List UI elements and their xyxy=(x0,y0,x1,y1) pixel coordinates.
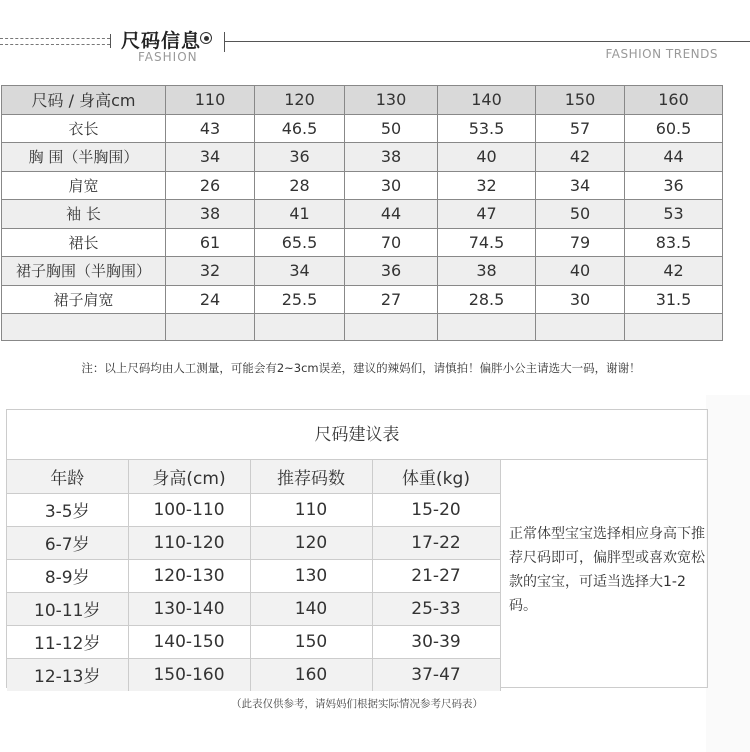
table-cell: 130 xyxy=(250,559,372,592)
table-cell: 34 xyxy=(536,171,625,200)
table-cell: 83.5 xyxy=(625,228,723,257)
empty-cell xyxy=(255,314,345,341)
row-label: 袖 长 xyxy=(2,200,166,229)
table-row xyxy=(7,592,500,625)
empty-cell xyxy=(438,314,536,341)
bullet-circle-icon xyxy=(200,32,212,44)
table-cell: 100-110 xyxy=(128,493,250,526)
size-header: 150 xyxy=(536,86,625,115)
empty-cell xyxy=(536,314,625,341)
table-cell: 27 xyxy=(345,285,438,314)
table-cell: 30 xyxy=(536,285,625,314)
table-cell: 46.5 xyxy=(255,114,345,143)
column-header: 推荐码数 xyxy=(250,460,372,493)
table-row xyxy=(2,285,723,314)
footnote: （此表仅供参考，请妈妈们根据实际情况参考尺码表） xyxy=(231,698,483,710)
table-cell: 120-130 xyxy=(128,559,250,592)
table-cell: 38 xyxy=(438,257,536,286)
recommendation-title: 尺码建议表 xyxy=(7,410,707,460)
size-table xyxy=(1,85,723,341)
table-cell: 44 xyxy=(345,200,438,229)
empty-cell xyxy=(166,314,255,341)
recommendation-table xyxy=(7,460,501,691)
row-label: 衣长 xyxy=(2,114,166,143)
table-cell: 50 xyxy=(345,114,438,143)
table-cell: 110-120 xyxy=(128,526,250,559)
row-label: 裙长 xyxy=(2,228,166,257)
table-cell: 10-11岁 xyxy=(7,592,128,625)
table-cell: 36 xyxy=(625,171,723,200)
header-left-dash-bottom xyxy=(0,44,110,45)
table-cell: 65.5 xyxy=(255,228,345,257)
row-label: 裙子胸围（半胸围） xyxy=(2,257,166,286)
table-cell: 38 xyxy=(166,200,255,229)
table-cell: 44 xyxy=(625,143,723,172)
table-row xyxy=(2,200,723,229)
recommendation-advice: 正常体型宝宝选择相应身高下推荐尺码即可，偏胖型或喜欢宽松款的宝宝，可适当选择大1-2码。 xyxy=(509,526,705,614)
table-cell: 42 xyxy=(625,257,723,286)
table-row xyxy=(2,228,723,257)
table-cell: 25-33 xyxy=(372,592,500,625)
table-cell: 30-39 xyxy=(372,625,500,658)
table-cell: 150 xyxy=(250,625,372,658)
row-label: 裙子肩宽 xyxy=(2,285,166,314)
table-cell: 150-160 xyxy=(128,658,250,691)
measurement-note: 注：以上尺码均由人工测量，可能会有2~3cm误差，建议的辣妈们，请慎拍！偏胖小公主请选大一码，谢谢！ xyxy=(81,361,641,375)
table-row xyxy=(2,257,723,286)
table-cell: 26 xyxy=(166,171,255,200)
table-cell: 36 xyxy=(255,143,345,172)
table-cell: 15-20 xyxy=(372,493,500,526)
table-row xyxy=(7,526,500,559)
column-header: 年龄 xyxy=(7,460,128,493)
table-cell: 38 xyxy=(345,143,438,172)
table-cell: 28.5 xyxy=(438,285,536,314)
table-cell: 60.5 xyxy=(625,114,723,143)
table-cell: 25.5 xyxy=(255,285,345,314)
fashion-trends-label: FASHION TRENDS xyxy=(605,47,718,61)
table-cell: 40 xyxy=(438,143,536,172)
table-cell: 3-5岁 xyxy=(7,493,128,526)
table-cell: 24 xyxy=(166,285,255,314)
table-cell: 40 xyxy=(536,257,625,286)
column-header: 身高(cm) xyxy=(128,460,250,493)
table-cell: 79 xyxy=(536,228,625,257)
recommendation-header-row xyxy=(7,460,500,493)
header-left-vertical-bar xyxy=(110,34,111,48)
table-cell: 21-27 xyxy=(372,559,500,592)
header-right-line xyxy=(224,41,750,42)
table-row xyxy=(2,114,723,143)
size-header: 140 xyxy=(438,86,536,115)
table-cell: 31.5 xyxy=(625,285,723,314)
table-cell: 32 xyxy=(438,171,536,200)
table-cell: 53.5 xyxy=(438,114,536,143)
table-cell: 32 xyxy=(166,257,255,286)
column-header: 体重(kg) xyxy=(372,460,500,493)
table-cell: 50 xyxy=(536,200,625,229)
table-cell: 11-12岁 xyxy=(7,625,128,658)
table-cell: 34 xyxy=(255,257,345,286)
empty-cell xyxy=(2,314,166,341)
table-cell: 74.5 xyxy=(438,228,536,257)
table-cell: 61 xyxy=(166,228,255,257)
table-cell: 34 xyxy=(166,143,255,172)
table-cell: 57 xyxy=(536,114,625,143)
table-cell: 37-47 xyxy=(372,658,500,691)
table-cell: 130-140 xyxy=(128,592,250,625)
size-header: 110 xyxy=(166,86,255,115)
table-cell: 28 xyxy=(255,171,345,200)
table-row xyxy=(7,493,500,526)
table-cell: 140-150 xyxy=(128,625,250,658)
table-row xyxy=(2,171,723,200)
header-right-vertical-bar xyxy=(224,32,225,52)
recommendation-panel xyxy=(6,409,708,688)
table-cell: 120 xyxy=(250,526,372,559)
size-header: 160 xyxy=(625,86,723,115)
table-cell: 6-7岁 xyxy=(7,526,128,559)
table-row xyxy=(7,658,500,691)
table-cell: 30 xyxy=(345,171,438,200)
table-cell: 41 xyxy=(255,200,345,229)
table-cell: 110 xyxy=(250,493,372,526)
table-row xyxy=(7,559,500,592)
empty-row xyxy=(2,314,723,341)
section-subtitle: FASHION xyxy=(138,50,198,64)
table-cell: 36 xyxy=(345,257,438,286)
empty-cell xyxy=(625,314,723,341)
header-left-dash-top xyxy=(0,38,110,39)
table-cell: 8-9岁 xyxy=(7,559,128,592)
table-cell: 53 xyxy=(625,200,723,229)
table-cell: 70 xyxy=(345,228,438,257)
table-row xyxy=(2,143,723,172)
size-header: 120 xyxy=(255,86,345,115)
empty-cell xyxy=(345,314,438,341)
corner-header: 尺码 / 身高cm xyxy=(2,86,166,115)
table-cell: 17-22 xyxy=(372,526,500,559)
table-cell: 12-13岁 xyxy=(7,658,128,691)
size-header: 130 xyxy=(345,86,438,115)
table-cell: 140 xyxy=(250,592,372,625)
table-cell: 47 xyxy=(438,200,536,229)
section-title: 尺码信息 xyxy=(121,30,202,52)
table-cell: 42 xyxy=(536,143,625,172)
row-label: 胸 围（半胸围） xyxy=(2,143,166,172)
table-cell: 160 xyxy=(250,658,372,691)
row-label: 肩宽 xyxy=(2,171,166,200)
size-header-row xyxy=(2,86,723,115)
table-row xyxy=(7,625,500,658)
table-cell: 43 xyxy=(166,114,255,143)
